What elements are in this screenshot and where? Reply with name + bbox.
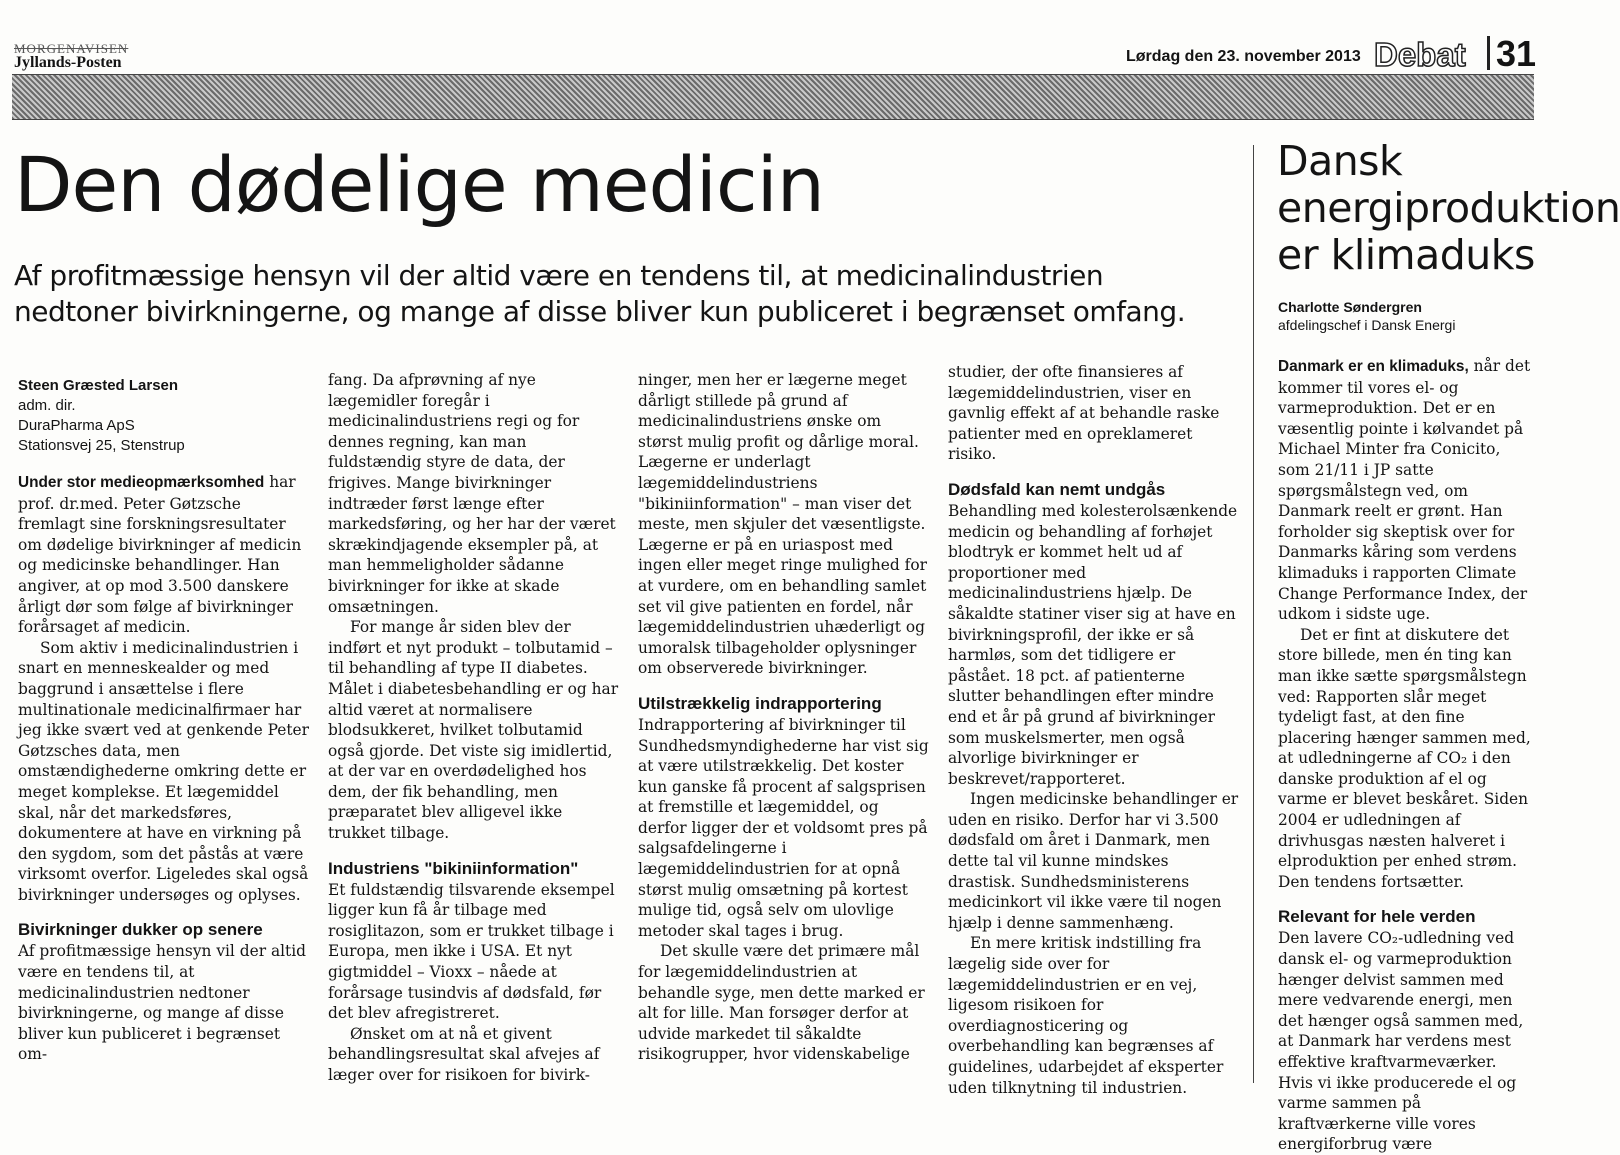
paragraph: Det skulle være det primære mål for lægemiddelindustrien at behandle syge, men dette marked er alt for lille. Man forsøger derfor at udvide markedet til såkaldte risikogrupper, hvor videnskabelige: [638, 942, 925, 1064]
sidebar-author-title: afdelingschef i Dansk Energi: [1278, 317, 1456, 333]
header-pattern-band: [12, 74, 1534, 120]
paragraph: Af profitmæssige hensyn vil der altid være en tendens til, at medicinalindustrien nedtoner bivirkningerne, og mange af disse bliver kun publiceret i begrænset om-: [18, 942, 307, 1064]
subheading: Industriens "bikiniinformation": [328, 858, 579, 878]
paragraph: Ønsket om at nå et givent behandlingsresultat skal afvejes af læger over for risikoen for bivirk-: [328, 1024, 600, 1084]
paragraph: Ingen medicinske behandlinger er uden en risiko. Derfor har vi 3.500 dødsfald om året i Danmark, men dette tal vil kunne mindskes drastisk. Sundhedsministerens medicinkort vil ikke være til nogen hjælp i denne sammenhæng.: [948, 790, 1239, 932]
newspaper-masthead: [14, 42, 144, 71]
paragraph: En mere kritisk indstilling fra lægelig side over for lægemiddelindustrien er en vej, ligesom risikoen for overdiagnosticering og overbehandling kan begrænses af guidelines, udarbejdet af eksperter uden tilknytning til industrien.: [948, 934, 1224, 1097]
header-divider: [1487, 36, 1490, 70]
paragraph: Det er fint at diskutere det store billede, men én ting kan man ikke sætte spørgsmålstegn ved: Rapporten slår meget tydeligt fast, at den fine placering hænger sammen med, at udledningerne af CO₂ i den danske produktion af el og varme er blevet beskåret. Siden 2004 er udledningen af drivhusgas næsten halveret i elproduktion per enhed strøm. Den tendens fortsætter.: [1278, 625, 1531, 891]
article-column-3: [638, 370, 930, 1065]
author-company: DuraPharma ApS: [18, 417, 135, 434]
article-column-1: [18, 472, 310, 1065]
subheading: Dødsfald kan nemt undgås: [948, 479, 1166, 499]
paragraph: For mange år siden blev der indført et nyt produkt – tolbutamid – til behandling af type II diabetes. Målet i diabetesbehandling er og har altid været at normalisere blodsukkeret, hvilket tolbutamid også gjorde. Det viste sig imidlertid, at der var en overdødelighed hos dem, der fik behandling, men præparatet blev alligevel ikke trukket tilbage.: [328, 618, 619, 843]
subheading: Bivirkninger dukker op senere: [18, 920, 263, 940]
subheading: Relevant for hele verden: [1278, 907, 1476, 927]
page-number: 31: [1496, 33, 1537, 74]
masthead-line-1: MORGENAVISEN: [14, 41, 129, 56]
paragraph: fang. Da afprøvning af nye lægemidler foregår i medicinalindustriens regi og for dennes regning, kan man fuldstændig styre de data, der frigives. Mange bivirkninger indtræder først længe efter markedsføring, og her har der været skrækindjagende eksempler på, at man hemmeligholder sådanne bivirkninger for ikke at skade omsætningen.: [328, 371, 616, 616]
article-deck: Af profitmæssige hensyn vil der altid være en tendens til, at medicinalindustrien nedtoner bivirkningerne, og mange af disse bliver kun publiceret i begrænset omfang.: [14, 259, 1186, 328]
paragraph: Et fuldstændig tilsvarende eksempel ligger kun få år tilbage med rosiglitazon, som er trukket tilbage i Europa, men ikke i USA. Et nyt gigtmiddel – Vioxx – nåede at forårsage tusindvis af dødsfald, før det blev afregistreret.: [328, 880, 615, 1023]
paragraph: studier, der ofte finansieres af lægemiddelindustrien, viser en gavnlig effekt af at behandle raske patienter med en opreklameret risiko.: [948, 363, 1220, 464]
subheading: Utilstrækkelig indrapportering: [638, 693, 882, 713]
issue-date: Lørdag den 23. november 2013: [1126, 48, 1361, 65]
author-address: Stationsvej 25, Stenstrup: [18, 437, 185, 454]
lead-in: Danmark er en klimaduks,: [1278, 358, 1469, 375]
paragraph: Den lavere CO₂-udledning ved dansk el- og varmeproduktion hænger delvist sammen med mere vedvarende energi, men det hænger også sammen med, at Danmark har verdens mest effektive kraftvarmeværker. Hvis vi ikke producerede el og varme sammen på kraftværkerne ville vores energiforbrug være: [1278, 929, 1524, 1154]
sidebar-column: [1278, 356, 1536, 1154]
paragraph: Danmark er en klimaduks, når det kommer til vores el- og varmeproduktion. Det er en væsentlig pointe i kølvandet på Michael Minter fra Conicito, som 21/11 i JP satte spørgsmålstegn ved, om Danmark reelt er grønt. Han forholder sig skeptisk over for Danmarks kåring som verdens klimaduks i rapporten Climate Change Performance Index, der udkom i sidste uge.: [1278, 357, 1531, 624]
author-byline: [18, 376, 308, 456]
author-name: Steen Græsted Larsen: [18, 377, 179, 394]
paragraph: Indrapportering af bivirkninger til Sundhedsmyndighederne har vist sig at være utilstrækkelig. Det koster kun ganske få procent af salgsprisen at fremstille et lægemiddel, og derfor ligger der et voldsomt pres på salgsafdelingerne i lægemiddelindustrien for at opnå størst mulig omsætning på kortest mulige tid, også selv om ulovlige metoder skal tages i brug.: [638, 715, 929, 940]
sidebar-byline: [1278, 298, 1538, 334]
author-title: adm. dir.: [18, 397, 76, 414]
article-column-2: [328, 370, 620, 1086]
masthead-line-2: Jyllands-Posten: [14, 54, 122, 71]
column-rule: [1253, 145, 1254, 1083]
lead-in: Under stor medieopmærksomhed: [18, 474, 265, 491]
article-headline: Den dødelige medicin: [14, 140, 824, 229]
paragraph: Under stor medieopmærksomhed har prof. dr.med. Peter Gøtzsche fremlagt sine forskningsresultater om dødelige bivirkninger af medicin og medicinske behandlinger. Han angiver, at op mod 3.500 danskere årligt dør som følge af bivirkninger forårsaget af medicin.: [18, 473, 302, 637]
section-name: Debat: [1374, 36, 1466, 73]
paragraph: Behandling med kolesterolsænkende medicin og behandling af forhøjet blodtryk er kommet helt ud af proportioner med medicinalindustriens hjælp. De såkaldte statiner viser sig at have en bivirkningsprofil, der ikke er så harmløs, som det tidligere er påstået. 18 pct. af patienterne slutter behandlingen efter mindre end et år på grund af bivirkninger som muskelsmerter, men også alvorlige bivirkninger er beskrevet/rapporteret.: [948, 501, 1238, 788]
paragraph: ninger, men her er lægerne meget dårligt stillede på grund af medicinalindustriens ønske om størst mulig profit og dårlige moral. Lægerne er underlagt lægemiddelindustriens "bikiniinformation" – man viser det meste, men skjuler det væsentligste. Lægerne er på en uriaspost med ingen eller meget ringe mulighed for at vurdere, om en behandling samlet set vil give patienten en fordel, når lægemiddelindustrien uhæderligt og umoralsk tilbageholder oplysninger om observerede bivirkninger.: [638, 371, 927, 678]
article-column-4: [948, 362, 1240, 1098]
paragraph: Som aktiv i medicinalindustrien i snart en menneskealder og med baggrund i ansættelse i flere multinationale medicinalfirmaer har jeg ikke svært ved at genkende Peter Gøtzsches data, men omstændighederne omkring dette er meget komplekse. Et lægemiddel skal, når det markedsføres, dokumentere at have en virkning på den sygdom, som det påstås at være virksomt overfor. Ligeledes skal også bivirkninger undersøges og oplyses.: [18, 638, 309, 904]
sidebar-headline: Dansk energiproduktion er klimaduks: [1277, 137, 1620, 279]
sidebar-author-name: Charlotte Søndergren: [1278, 299, 1422, 315]
